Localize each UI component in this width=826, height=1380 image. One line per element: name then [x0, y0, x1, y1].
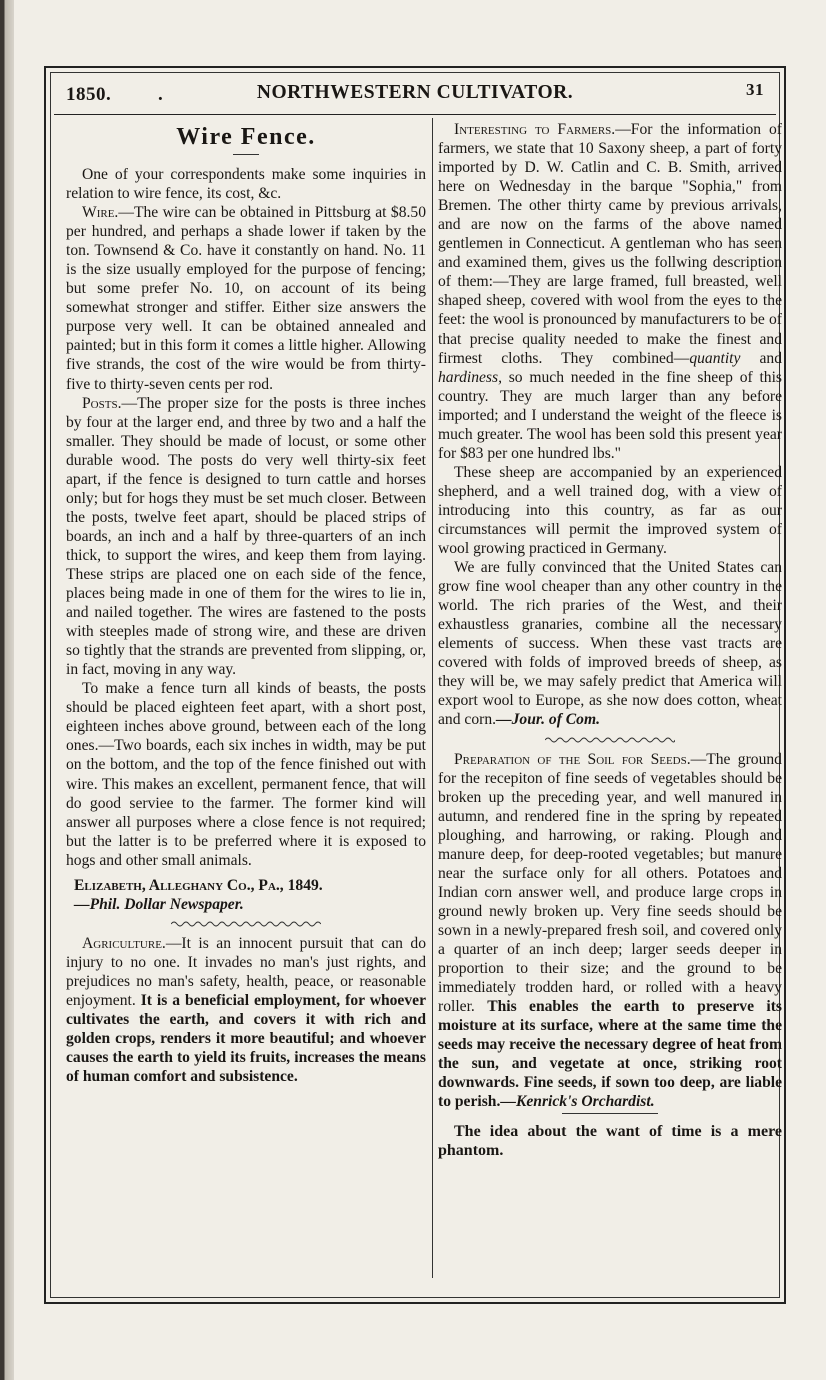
wool-source: —Jour. of Com. — [496, 711, 601, 729]
seeds-source: —Kenrick's Orchardist. — [500, 1093, 655, 1111]
farmers-hardiness: hardiness, — [438, 368, 502, 386]
seeds-paragraph — [438, 750, 782, 1112]
wool-paragraph — [438, 558, 782, 729]
header-rule — [54, 114, 776, 115]
article-signature: Elizabeth, Alleghany Co., Pa., 1849. — [74, 876, 323, 894]
seeds-text-a: —The ground for the recepiton of fine seeds of vegetables should be broken up the preceding year, and well manured in autumn, and rendered fine in the spring by repeated ploughing, and harrowing, or raking. Plough and manure deep, for deep-rooted vegetables; but manure near the surface only for all others. Potatoes and Indian corn answer well, and produce large crops in ground newly broken up. Very fine seeds should be sown in a newly-prepared fresh soil, and covered only a quarter of an inch deep; larger seeds deeper in proportion to their size; and the ground to be immediately trodden hard, or rolled with a heavy roller. — [438, 750, 782, 1016]
seeds-text-b: This enables the earth to preserve its moisture at its surface, where at the same time the seeds may receive the necessary degree of heat from the sun, and vegetate at once, striking root downwards. Fine seeds, if sown too deep, are liable to perish. — [438, 998, 782, 1111]
header-dot: . — [158, 84, 164, 105]
ornamental-wave-divider — [171, 920, 321, 928]
wire-text: —The wire can be obtained in Pittsburg at $8.50 per hundred, and perhaps a shade lower if taken by the ton. Townsend & Co. have it constantly on hand. No. 11 is the size usually employed for the purpose of fencing; but some prefer No. 10, on account of its being somewhat stronger and stiffer. Either size answers the purpose very well. It can be obtained annealed and painted; but in this form it comes a little higher. Allowing five strands, the cost of the wire would be from thirty-five to thirty-seven cents per rod. — [66, 204, 426, 393]
posts-lead: Posts. — [82, 394, 122, 412]
posts-paragraph — [66, 394, 426, 680]
column-divider — [432, 118, 433, 1278]
sheep-paragraph: These sheep are accompanied by an experienced shepherd, and a well trained dog, with a view of introducing into this country, as far as our circumstances will permit the improved system of wool growing practiced in Germany. — [438, 463, 782, 558]
article-title-wire-fence: Wire Fence. — [176, 124, 316, 150]
newspaper-page — [14, 0, 826, 1380]
closing-rule — [562, 1113, 658, 1114]
left-column — [66, 120, 426, 1086]
header-year: 1850. — [66, 84, 112, 105]
header-title: NORTHWESTERN CULTIVATOR. — [256, 82, 574, 103]
ornamental-wave-divider-right — [545, 736, 675, 744]
page-frame — [44, 66, 786, 1304]
farmers-and: and — [740, 349, 783, 367]
page-header — [58, 78, 772, 108]
agriculture-text-bold: It is a beneficial employment, for whoever cultivates the earth, and covers it with rich and golden crops, renders it more beautiful; and whoever causes the earth to yield its fruits, increases the means of human comfort and subsistence. — [66, 991, 426, 1086]
farmers-quantity: quantity — [689, 349, 741, 367]
agriculture-text: —It is an innocent pursuit that can do injury to no one. It invades no man's just rights, and prejudices no man's safety, health, peace, or reasonable enjoyment. — [66, 934, 426, 1009]
header-page-number: 31 — [746, 80, 764, 99]
closing-line: The idea about the want of time is a mere phantom. — [438, 1123, 782, 1160]
farmers-lead: Interesting to Farmers. — [454, 121, 616, 138]
agriculture-lead: Agriculture. — [82, 934, 166, 952]
beasts-paragraph: To make a fence turn all kinds of beasts, the posts should be placed eighteen feet apart, with a short post, eighteen inches above ground, between each of the long ones.—Two boards, each six inches in width, may be put on the bottom, and the top of the fence finished out with wire. This makes an excellent, permanent fence, that will do good serviee to the farmer. The former kind will answer all purposes where a close fence is not required; but the latter is to be preferred where it is exposed to hogs and other small animals. — [66, 680, 426, 869]
farmers-text-a: —For the information of farmers, we state that 10 Saxony sheep, a part of forty imported by D. W. Catlin and C. B. Smith, arrived here on Wednesday in the barque "Sophia," from Bremen. The other thirty came by previous arrivals, and are now on the farms of the above named gentlemen in Connecticut. A gentleman who has seen and examined them, gives us the follwing description of them:—They are large framed, full breasted, well shaped sheep, covered with wool from the eyes to the feet: the wool is pronounced by manufacturers to be of that precise quality needed to make the finest and firmest cloths. They combined— — [438, 121, 782, 367]
title-rule — [233, 154, 259, 155]
farmers-paragraph — [438, 120, 782, 463]
farmers-text-b: so much needed in the fine sheep of this country. They are much larger than any before imported; and I understand the weight of the fleece is much greater. The wool has been sold this present year for $83 per one hundred lbs." — [438, 368, 782, 462]
wire-paragraph — [66, 203, 426, 393]
wool-text: We are fully convinced that the United States can grow fine wool cheaper than any other country in the world. The rich praries of the West, and their exhaustless granaries, combine all the necessary elements of success. When these vast tracts are covered with folds of improved breeds of sheep, as they will be, we may safely predict that America will export wool to Europe, as she now does cotton, wheat and corn. — [438, 559, 782, 729]
wire-fence-intro: One of your correspondents make some inquiries in relation to wire fence, its cost, &c. — [66, 166, 426, 203]
page-binding-edge — [0, 0, 14, 1380]
agriculture-paragraph — [66, 934, 426, 1086]
seeds-lead: Preparation of the Soil for Seeds. — [454, 750, 691, 768]
wire-lead: Wire. — [82, 204, 119, 222]
posts-text: —The proper size for the posts is three inches by four at the larger end, and three by two and a half the smaller. They should be made of locust, or some other durable wood. The posts do very well thirty-six feet apart, if the fence is designed to turn cattle and horses only; but for hogs they must be set much closer. Between the posts, twelve feet apart, should be placed strips of boards, an inch and a half by three-quarters of an inch thick, to support the wires, and keep them from laying. These strips are placed one on each side of the fence, places being made in one of them for the wires to lie in, and nailed together. The wires are fastened to the posts with steeples made of strong wire, and these are driven so tightly that the strands are prevented from slipping, or, in fact, moving in any way. — [66, 394, 426, 679]
article-source: —Phil. Dollar Newspaper. — [74, 895, 244, 913]
right-column — [438, 120, 782, 1160]
